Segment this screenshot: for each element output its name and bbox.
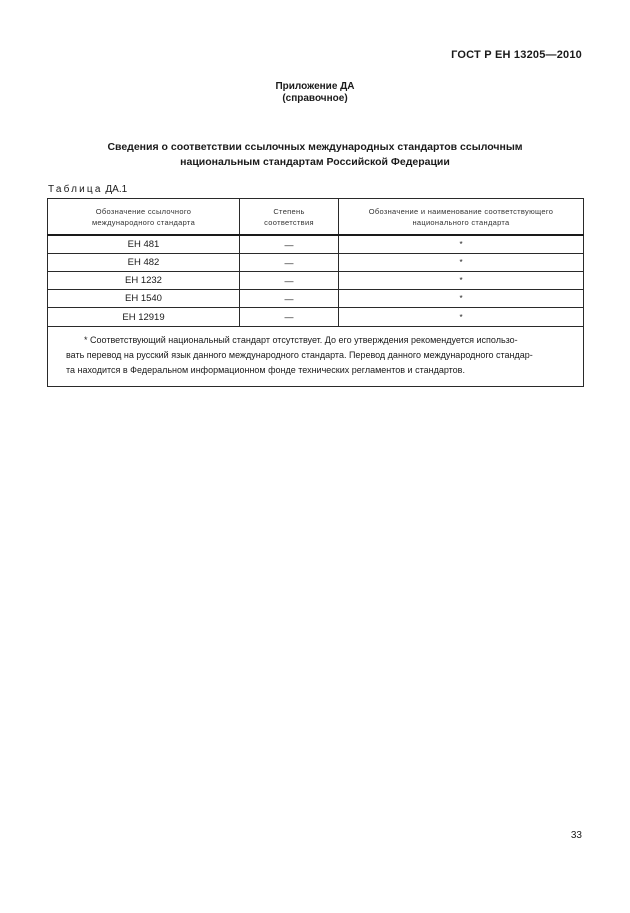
cell-degree: —	[240, 235, 339, 254]
cell-national: *	[339, 308, 584, 327]
cell-degree: —	[240, 290, 339, 308]
footnote-line-1: * Соответствующий национальный стандарт отсутствует. До его утверждения рекомендуется использо-	[84, 335, 518, 345]
table-header-row	[48, 199, 584, 236]
cell-degree: —	[240, 272, 339, 290]
cell-national: *	[339, 254, 584, 272]
table-footnote	[48, 327, 584, 387]
table-row	[48, 272, 584, 290]
cell-national: *	[339, 272, 584, 290]
correspondence-table	[47, 198, 584, 387]
cell-standard: ЕН 12919	[48, 308, 240, 327]
cell-national: *	[339, 290, 584, 308]
column-header-degree: Степень соответствия	[240, 199, 339, 236]
cell-standard: ЕН 1540	[48, 290, 240, 308]
cell-standard: ЕН 481	[48, 235, 240, 254]
table-row	[48, 308, 584, 327]
section-heading	[0, 140, 630, 170]
footnote-line-2: вать перевод на русский язык данного международного стандарта. Перевод данного международного стандар-	[66, 350, 533, 360]
table-row	[48, 235, 584, 254]
cell-degree: —	[240, 254, 339, 272]
annex-block	[0, 81, 630, 105]
footnote-line-3: та находится в Федеральном информационном фонде технических регламентов и стандартов.	[66, 365, 465, 375]
heading-line-2: национальным стандартам Российской Федерации	[180, 156, 450, 168]
table-row	[48, 290, 584, 308]
heading-line-1: Сведения о соответствии ссылочных международных стандартов ссылочным	[107, 141, 523, 153]
column-header-national-standard: Обозначение и наименование соответствующего национального стандарта	[339, 199, 584, 236]
table-caption-id: ДА.1	[105, 184, 128, 195]
cell-national: *	[339, 235, 584, 254]
column-header-international-standard: Обозначение ссылочного международного стандарта	[48, 199, 240, 236]
annex-subtitle: (справочное)	[282, 93, 348, 104]
page-number: 33	[570, 830, 582, 841]
annex-title: Приложение ДА	[275, 81, 355, 92]
document-code: ГОСТ Р ЕН 13205—2010	[451, 49, 582, 61]
footnote-row	[48, 327, 584, 387]
table-caption-prefix: Таблица	[48, 184, 103, 195]
cell-standard: ЕН 482	[48, 254, 240, 272]
table-caption	[48, 184, 127, 195]
table-row	[48, 254, 584, 272]
cell-standard: ЕН 1232	[48, 272, 240, 290]
cell-degree: —	[240, 308, 339, 327]
